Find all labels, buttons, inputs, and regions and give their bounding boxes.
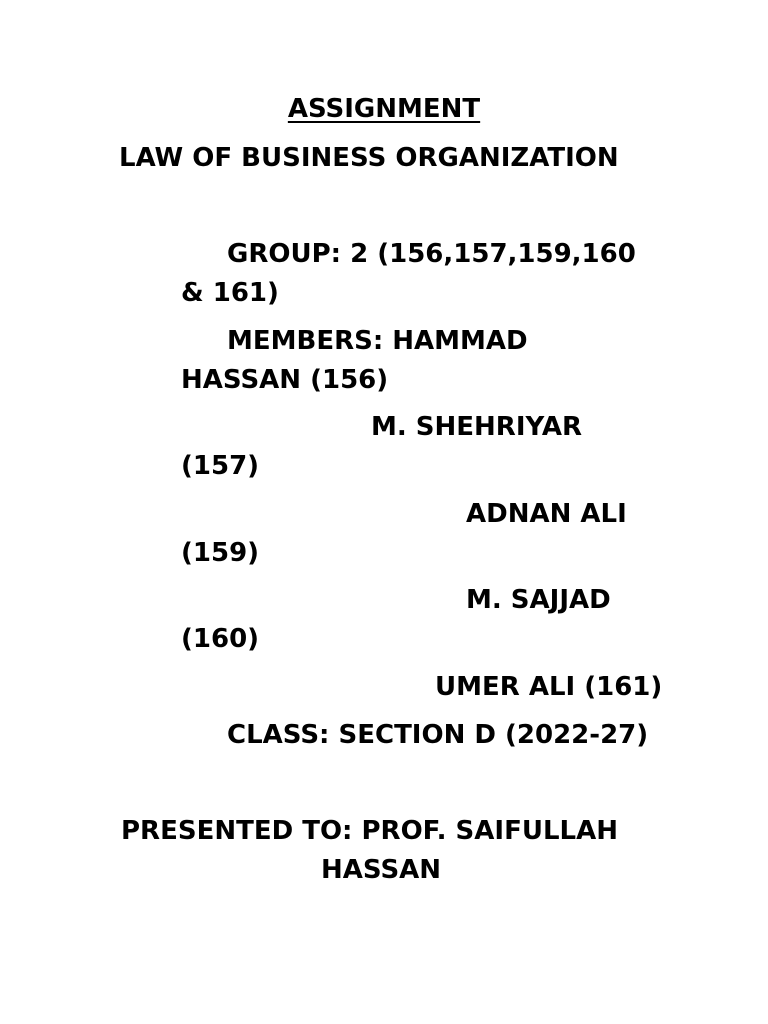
member-2-line-2: (157) (181, 451, 260, 481)
member-4-line-1: M. SAJJAD (466, 585, 611, 615)
group-line-1: GROUP: 2 (156,157,159,160 (227, 239, 636, 269)
presented-to-line-2: HASSAN (321, 855, 442, 885)
class-info: CLASS: SECTION D (2022-27) (227, 720, 649, 750)
member-3-line-2: (159) (181, 538, 260, 568)
subject-heading: LAW OF BUSINESS ORGANIZATION (119, 143, 619, 173)
member-4-line-2: (160) (181, 624, 260, 654)
presented-to-line-1: PRESENTED TO: PROF. SAIFULLAH (121, 816, 618, 846)
member-5-line-1: UMER ALI (161) (435, 672, 663, 702)
page-title: ASSIGNMENT (287, 94, 481, 124)
member-1-line-1: MEMBERS: HAMMAD (227, 326, 528, 356)
member-2-line-1: M. SHEHRIYAR (371, 412, 582, 442)
member-3-line-1: ADNAN ALI (466, 499, 627, 529)
member-1-line-2: HASSAN (156) (181, 365, 389, 395)
group-line-2: & 161) (181, 278, 279, 308)
